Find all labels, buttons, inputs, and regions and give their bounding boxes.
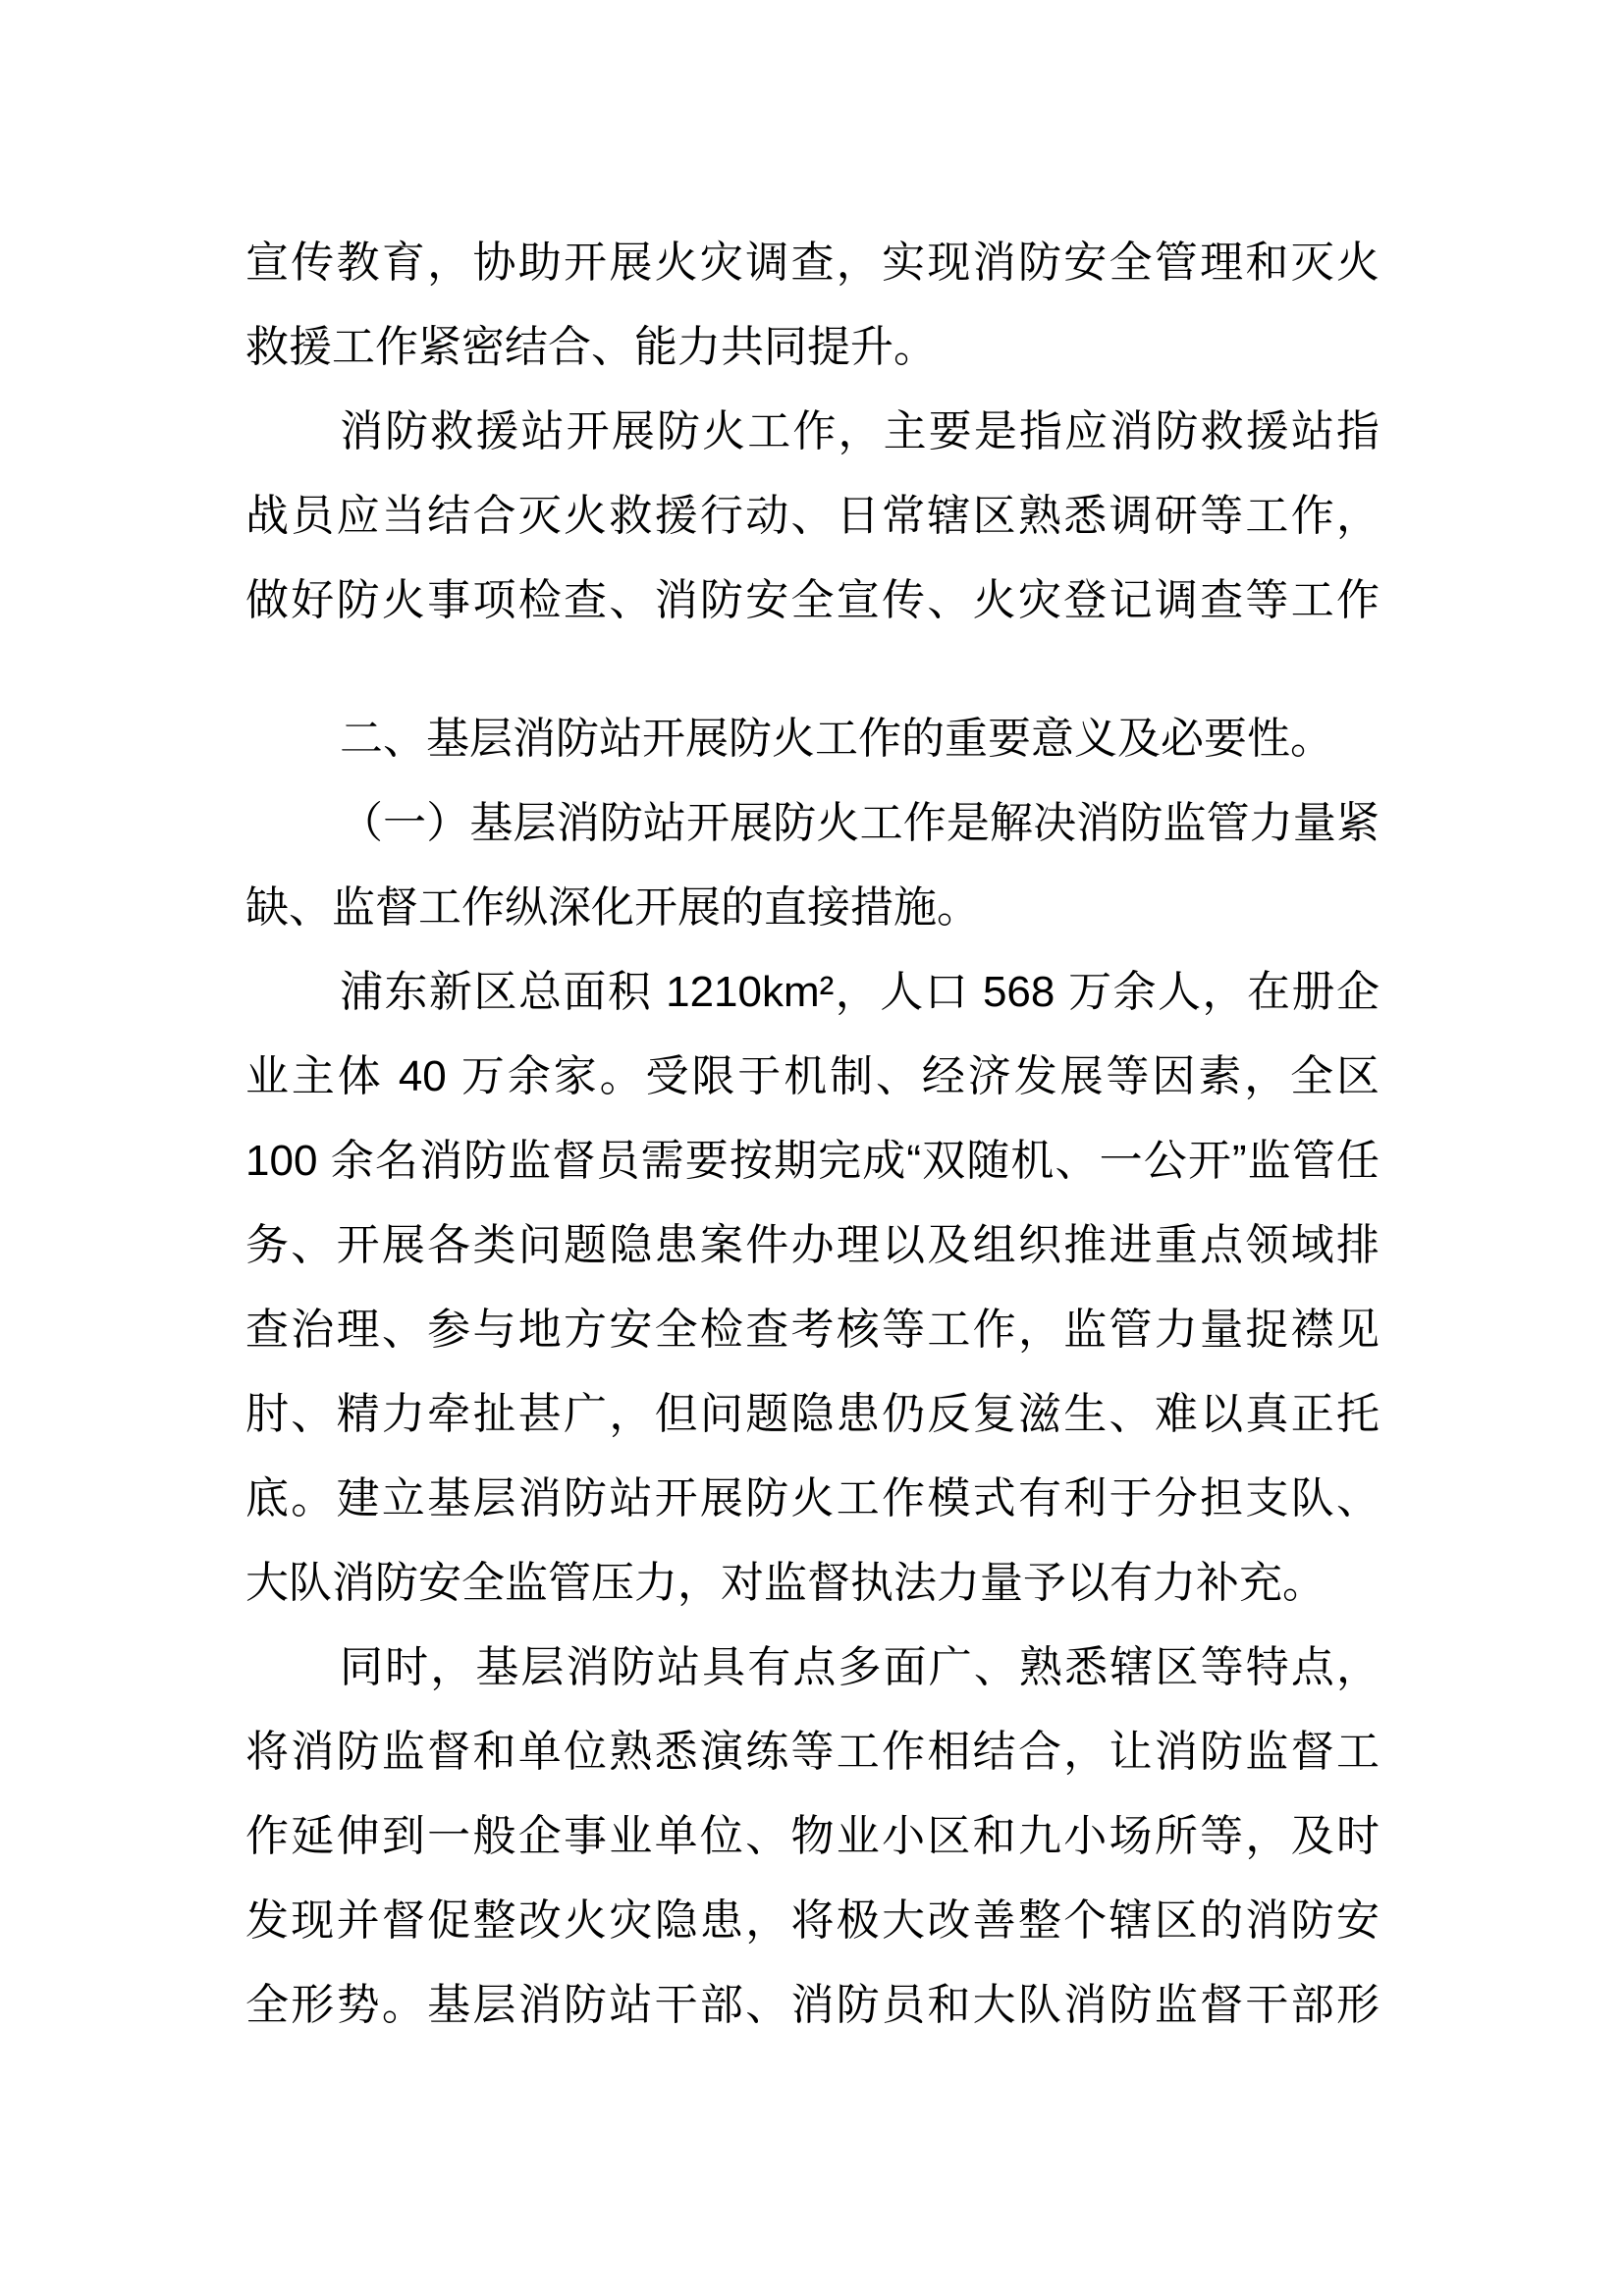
text-line: 同时，基层消防站具有点多面广、熟悉辖区等特点， xyxy=(340,1643,1380,1691)
text-line: 底。建立基层消防站开展防火工作模式有利于分担支队、 xyxy=(245,1474,1380,1522)
text-line: 全形势。基层消防站干部、消防员和大队消防监督干部形 xyxy=(245,1981,1380,2029)
heading-line: 二、基层消防站开展防火工作的重要意义及必要性。 xyxy=(340,715,1333,763)
text-line: 大队消防安全监管压力，对监督执法力量予以有力补充。 xyxy=(245,1559,1325,1607)
subheading-line: （一）基层消防站开展防火工作是解决消防监管力量紧 xyxy=(340,799,1380,847)
text-line: 发现并督促整改火灾隐患，将极大改善整个辖区的消防安 xyxy=(245,1896,1380,1945)
text-line: 务、开展各类问题隐患案件办理以及组织推进重点领域排 xyxy=(245,1221,1380,1269)
text-line: 消防救援站开展防火工作，主要是指应消防救援站指 xyxy=(340,407,1380,455)
text-line: 做好防火事项检查、消防安全宣传、火灾登记调查等工作 xyxy=(245,576,1380,624)
text-line: 救援工作紧密结合、能力共同提升。 xyxy=(245,323,937,371)
text-line: 业主体 40 万余家。受限于机制、经济发展等因素，全区 xyxy=(245,1052,1380,1100)
text-line: 100 余名消防监督员需要按期完成“双随机、一公开”监管任 xyxy=(245,1137,1380,1185)
text-line: 浦东新区总面积 1210km²，人口 568 万余人，在册企 xyxy=(340,968,1380,1016)
subheading-line: 缺、监督工作纵深化开展的直接措施。 xyxy=(245,883,980,932)
document-content xyxy=(245,221,1380,2048)
text-line: 宣传教育，协助开展火灾调查，实现消防安全管理和灭火 xyxy=(245,239,1380,287)
text-line: 战员应当结合灭火救援行动、日常辖区熟悉调研等工作， xyxy=(245,492,1380,540)
text-line: 查治理、参与地方安全检查考核等工作，监管力量捉襟见 xyxy=(245,1306,1380,1354)
text-line: 肘、精力牵扯甚广，但问题隐患仍反复滋生、难以真正托 xyxy=(245,1390,1380,1438)
text-line: 作延伸到一般企事业单位、物业小区和九小场所等，及时 xyxy=(245,1812,1380,1860)
text-line: 将消防监督和单位熟悉演练等工作相结合，让消防监督工 xyxy=(245,1728,1380,1776)
